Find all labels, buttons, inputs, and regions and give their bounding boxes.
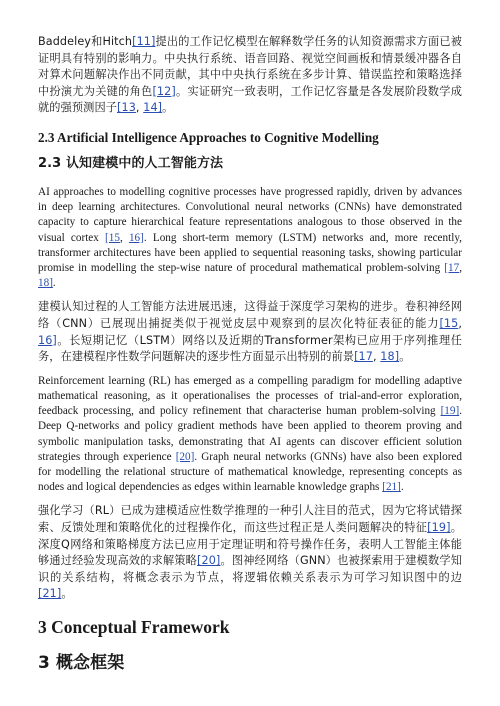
section-heading-2-3-zh: 2.3 认知建模中的人工智能方法	[38, 155, 224, 171]
citation-link[interactable]: [20]	[175, 450, 195, 463]
citation-link[interactable]: [17	[444, 261, 460, 274]
text-run: . Long short-term memory (LSTM) networks and, more recently, transformer architectures have been applied to sequential reasoning tasks, showing particular promise in modelling the step-wise nature of procedural mathematical problem-solving	[38, 231, 462, 274]
citation-link[interactable]: [15	[439, 316, 459, 330]
citation-link[interactable]: [13	[117, 101, 136, 115]
text-run: 。深度Q网络和策略梯度方法已应用于定理证明和符号操作任务，表明人工智能主体能够通过经验发现高效的求解策略	[38, 520, 462, 568]
text-run: . Graph neural networks (GNNs) have also been explored for modelling the relational structure of mathematical knowledge, representing concepts as nodes and logical dependencies as edges within learnable knowledge graphs	[38, 450, 462, 494]
text-run: ,	[135, 101, 144, 115]
paragraph-reinforcement-learning-zh	[38, 503, 462, 603]
citation-link[interactable]: [20]	[197, 554, 221, 568]
text-run: 强化学习（RL）已成为建模适应性数学推理的一种引人注目的范式，因为它将试错探索、反馈处理和策略优化的过程操作化，而这些过程正是人类问题解决的特征	[38, 504, 462, 534]
text-run: 建模认知过程的人工智能方法进展迅速，这得益于深度学习架构的进步。卷积神经网络（CNN）已展现出捕捉类似于视觉皮层中观察到的层次化特征表征的能力	[38, 300, 462, 330]
citation-link[interactable]: [15	[105, 231, 120, 244]
text-run: 。图神经网络（GNN）也被探索用于建模数学知识的关系结构，将概念表示为节点，将逻辑依赖关系表示为可学习知识图中的边	[38, 554, 463, 584]
citation-link[interactable]: 16]	[38, 333, 57, 347]
citation-link[interactable]: [19]	[427, 520, 451, 534]
section-heading-3-zh: 3 概念框架	[38, 652, 125, 673]
paragraph-reinforcement-learning-en	[38, 374, 462, 496]
text-run: ,	[458, 316, 462, 330]
text-run: AI approaches to modelling cognitive processes have progressed rapidly, driven by advances in deep learning architectures. Convolutional neural networks (CNNs) have demonstrated capacity to capture hierarchical feature representations analogous to those observed in the visual cortex	[38, 185, 462, 244]
citation-link[interactable]: 16]	[128, 231, 144, 244]
citation-link[interactable]: 14]	[143, 101, 163, 115]
document-page	[38, 34, 462, 675]
citation-link[interactable]: 18]	[38, 277, 53, 290]
section-heading-2-3-en: 2.3 Artificial Intelligence Approaches to Cognitive Modelling	[38, 129, 379, 145]
paragraph-ai-approaches-zh	[38, 299, 462, 365]
text-run: ,	[459, 261, 462, 274]
citation-link[interactable]: [19]	[440, 405, 460, 418]
text-run: .	[52, 277, 56, 290]
text-run: 。实证研究一致表明，工作记忆容量是各发展阶段数学成就的强预测因子	[38, 84, 462, 115]
citation-link[interactable]: [21]	[38, 587, 62, 601]
citation-link[interactable]: [17	[354, 350, 373, 364]
text-run: 提出的工作记忆模型在解释数学任务的认知资源需求方面已被证明具有特别的影响力。中央执行系统、语音回路、视觉空间画板和情景缓冲器各自对算术问题解决作出不同贡献，其中中央执行系统在多步计算、错误监控和策略选择中扮演尤为关键的角色	[38, 35, 463, 98]
text-run: ,	[119, 231, 129, 244]
text-run: 。	[61, 587, 73, 601]
citation-link[interactable]: [21]	[382, 481, 401, 494]
text-run: Reinforcement learning (RL) has emerged as a compelling paradigm for modelling adaptive mathematical reasoning, as it operationalises the processes of trial-and-error exploration, feedback processing, and policy refinement that characterise human problem-solving	[38, 374, 462, 418]
text-run: 。	[162, 101, 174, 115]
text-run: Baddeley和Hitch	[38, 35, 133, 48]
text-run: 。	[399, 350, 411, 364]
section-heading-3-en: 3 Conceptual Framework	[38, 616, 230, 637]
citation-link[interactable]: 18]	[380, 350, 400, 364]
citation-link[interactable]: [12]	[152, 84, 176, 98]
text-run: ,	[372, 350, 381, 364]
text-run: .	[400, 481, 404, 494]
citation-link[interactable]: [11]	[132, 35, 156, 48]
text-run: . Deep Q-networks and policy gradient methods have been applied to theorem proving and symbolic manipulation tasks, demonstrating that AI agents can discover efficient solution strategies through experience	[38, 405, 462, 463]
text-run: 。长短期记忆（LSTM）网络以及近期的Transformer架构已应用于序列推理任务，在建模程序性数学问题解决的逐步性方面显示出特别的前景	[38, 333, 462, 364]
paragraph-ai-approaches-en	[38, 185, 462, 291]
intro-paragraph-zh	[38, 34, 462, 117]
